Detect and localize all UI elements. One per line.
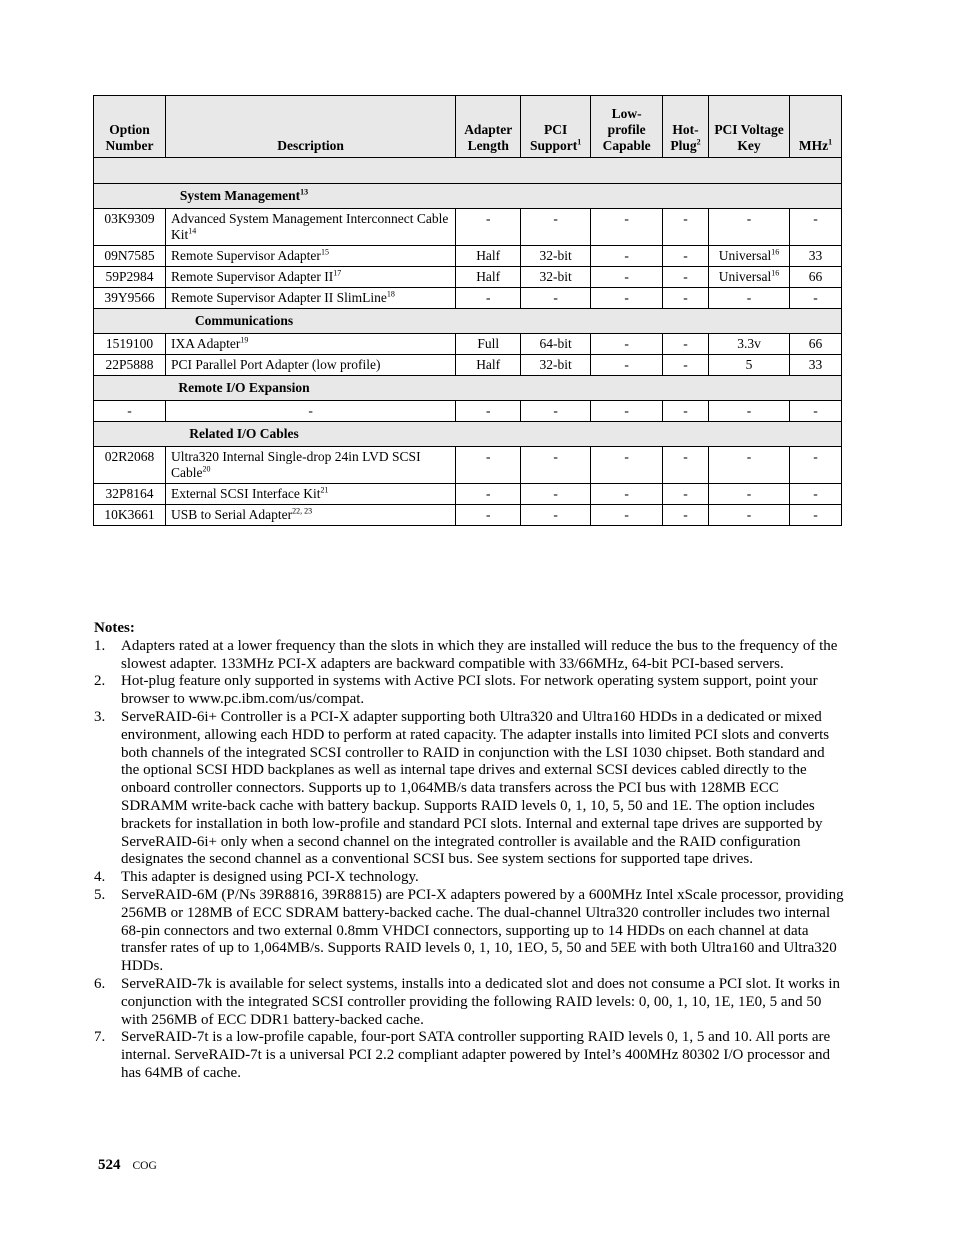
cell-description [165,334,455,355]
description-footnote: 14 [188,226,197,236]
table-row [94,447,842,484]
cell-hotplug: - [663,288,709,309]
cell-length: - [456,484,521,505]
cell-pci: - [521,209,591,246]
cell-lowprofile: - [591,288,663,309]
section-title-label [99,380,389,396]
cell-mhz: 33 [789,355,841,376]
description-text: Ultra320 Internal Single-drop 24in LVD SCSI Cable [170,449,421,480]
note-text: ServeRAID-7t is a low-profile capable, four-port SATA controller supporting RAID levels 0, 1, 5 and 10. All ports are internal. ServeRAID-7t is a universal PCI 2.2 compliant adapter powered by Intel’s 400MHz 80302 I/O processor and has 64MB of cache. [121,1029,831,1081]
voltage-text: - [746,449,752,464]
note-text: ServeRAID-6i+ Controller is a PCI-X adapter supporting both Ultra320 and Ultra160 HDDs in a dedicated or mixed environment, allowing each HDD to perform at rated capacity. The adapter installs into limited PCI slots and converts both channels of the integrated SCSI controller to RAID in conjunction with the LSI 1030 chipset. Both standard and the optional SCSI HDD backplanes as well as internal tape drives and external SCSI devices cabled directly to the onboard controller connectors. Supports up to 1,064MB/s data transfers across the PCI bus with 128MB ECC SDRAMM write-back cache with battery backup. Supports RAID levels 0, 1, 10, 5, 50 and 1E. The option includes brackets for installation in both low-profile and standard PCI slots. Internal and external tape drives are supported by ServeRAID-6i+ only when a second channel on the integrated controller is available and the RAID configuration designates the second channel as a conventional SCSI bus. See system sections for supported tape drives. [121,708,830,868]
notes-list [94,638,846,1083]
description-text: External SCSI Interface Kit [170,486,321,501]
table-row [94,246,842,267]
cell-mhz: - [789,288,841,309]
note-number: 3. [94,708,106,725]
voltage-text: - [746,211,752,226]
cell-mhz: - [789,401,841,422]
description-footnote: 18 [386,289,395,299]
table-row [94,209,842,246]
cell-hotplug: - [663,355,709,376]
note-item [94,673,846,709]
section-title-label [99,426,389,442]
page-footer [98,1157,157,1174]
cell-length: Full [456,334,521,355]
description-footnote: 19 [240,335,249,345]
note-number: 4. [94,869,106,886]
note-item [94,976,846,1029]
table-row [94,401,842,422]
cell-length: - [456,401,521,422]
cell-hotplug: - [663,209,709,246]
section-title-label [99,188,389,204]
cell-lowprofile: - [591,401,663,422]
cell-voltage [709,267,790,288]
description-footnote: 15 [320,247,329,257]
cell-lowprofile: - [591,334,663,355]
cell-option: 39Y9566 [94,288,166,309]
cell-option: 32P8164 [94,484,166,505]
note-text: ServeRAID-7k is available for select systems, installs into a dedicated slot and does not consume a PCI slot. It works in conjunction with the integrated SCSI controller providing the following RAID levels: 0, 00, 1, 10, 1E, 1E0, 5 and 50 with 256MB of ECC DDR1 battery-backed cache. [121,975,841,1028]
cell-hotplug: - [663,447,709,484]
cell-hotplug: - [663,267,709,288]
cell-pci: 64-bit [521,334,591,355]
cell-voltage [709,401,790,422]
note-number: 7. [94,1029,106,1046]
cell-voltage [709,334,790,355]
description-text: IXA Adapter [170,336,241,351]
col-header-voltage: PCI Voltage Key [709,96,790,158]
note-text: Hot-plug feature only supported in systems with Active PCI slots. For network operating system support, point your browser to www.pc.ibm.com/us/compat. [121,673,818,708]
note-item [94,869,846,887]
cell-pci: - [521,288,591,309]
note-item [94,887,846,976]
table-row [94,288,842,309]
cell-option: - [94,401,166,422]
description-footnote: 22, 23 [292,506,313,516]
table-body [94,158,842,526]
cell-mhz: - [789,209,841,246]
cell-option: 02R2068 [94,447,166,484]
cell-voltage [709,355,790,376]
voltage-text: - [746,290,752,305]
cell-description [165,447,455,484]
note-text: This adapter is designed using PCI-X technology. [121,869,419,886]
cell-lowprofile: - [591,209,663,246]
note-number: 1. [94,637,106,654]
footer-label: COG [132,1160,157,1172]
cell-pci: 32-bit [521,246,591,267]
blank-row [94,158,842,184]
description-text: USB to Serial Adapter [170,507,293,522]
cell-mhz: 66 [789,267,841,288]
cell-pci: - [521,447,591,484]
cell-hotplug: - [663,334,709,355]
cell-description [165,484,455,505]
table-row [94,505,842,526]
section-header-row [94,184,842,209]
cell-length: - [456,288,521,309]
description-text: Remote Supervisor Adapter [170,248,321,263]
cell-length: Half [456,355,521,376]
table-row [94,355,842,376]
voltage-text: - [746,403,752,418]
cell-lowprofile: - [591,355,663,376]
cell-voltage [709,484,790,505]
voltage-text: Universal [718,269,772,284]
description-text: Advanced System Management Interconnect Cable Kit [170,211,449,242]
cell-option: 03K9309 [94,209,166,246]
cell-pci: - [521,484,591,505]
section-title [94,376,842,401]
note-number: 5. [94,886,106,903]
cell-voltage [709,209,790,246]
voltage-text: 5 [745,357,753,372]
cell-lowprofile: - [591,447,663,484]
cell-lowprofile: - [591,267,663,288]
note-item [94,1029,846,1082]
cell-description [165,355,455,376]
section-title-footnote: 13 [300,187,309,197]
cell-mhz: - [789,505,841,526]
table-row [94,267,842,288]
voltage-text: - [746,486,752,501]
cell-hotplug: - [663,505,709,526]
cell-description [165,246,455,267]
col-header-length: Adapter Length [456,96,521,158]
section-title-text: Related I/O Cables [189,426,299,441]
col-header-pci: PCI Support$^1$ [521,96,591,158]
col-header-lowprofile: Low-profile Capable [591,96,663,158]
cell-voltage [709,447,790,484]
col-header-mhz: MHz$^1$ [789,96,841,158]
description-footnote: 21 [320,485,329,495]
description-text: - [308,403,313,418]
cell-length: Half [456,246,521,267]
cell-option: 10K3661 [94,505,166,526]
cell-description [165,209,455,246]
cell-lowprofile: - [591,484,663,505]
cell-description [165,401,455,422]
section-header-row [94,309,842,334]
note-number: 6. [94,975,106,992]
cell-hotplug: - [663,484,709,505]
voltage-footnote: 16 [771,268,780,278]
note-number: 2. [94,673,106,690]
description-text: PCI Parallel Port Adapter (low profile) [170,357,381,372]
cell-mhz: - [789,447,841,484]
voltage-text: 3.3v [737,336,761,351]
cell-option: 09N7585 [94,246,166,267]
cell-option: 1519100 [94,334,166,355]
cell-description [165,505,455,526]
section-title-text: Communications [194,313,294,328]
note-item [94,709,846,869]
section-header-row [94,422,842,447]
cell-option: 59P2984 [94,267,166,288]
table-row [94,334,842,355]
description-footnote: 20 [202,464,211,474]
description-footnote: 17 [333,268,342,278]
cell-pci: 32-bit [521,355,591,376]
voltage-footnote: 16 [771,247,780,257]
section-title-text: System Management [179,188,301,203]
cell-mhz: 66 [789,334,841,355]
cell-pci: 32-bit [521,267,591,288]
cell-length: - [456,505,521,526]
section-title [94,184,842,209]
section-title-text: Remote I/O Expansion [178,380,310,395]
cell-description [165,267,455,288]
cell-length: Half [456,267,521,288]
section-header-row [94,376,842,401]
cell-hotplug: - [663,246,709,267]
option-table [93,95,842,526]
col-header-option: Option Number [94,96,166,158]
section-title [94,309,842,334]
cell-description [165,288,455,309]
description-text: Remote Supervisor Adapter II SlimLine [170,290,387,305]
cell-lowprofile: - [591,505,663,526]
cell-mhz: 33 [789,246,841,267]
note-text: Adapters rated at a lower frequency than the slots in which they are installed will reduce the bus to the frequency of the slowest adapter. 133MHz PCI-X adapters are backward compatible with 33/66MHz, 64-bit PCI-based servers. [121,637,838,672]
cell-mhz: - [789,484,841,505]
cell-voltage [709,288,790,309]
cell-voltage [709,505,790,526]
col-header-hotplug: Hot-Plug$^2$ [663,96,709,158]
cell-hotplug: - [663,401,709,422]
cell-pci: - [521,401,591,422]
voltage-text: - [746,507,752,522]
section-title [94,422,842,447]
note-text: ServeRAID-6M (P/Ns 39R8816, 39R8815) are PCI-X adapters powered by a 600MHz Intel xScale processor, providing 256MB or 128MB of ECC SDRAM battery-backed cache. The dual-channel Ultra320 controller includes two internal 68-pin connectors and two external 0.8mm VHDCI connectors, supporting up to 14 HDDs on each channel at data transfer rates of up to 1,064MB/s. Supports RAID levels 0, 1, 10, 1EO, 5, 50 and 5EE with both Ultra160 and Ultra320 HDDs. [121,886,844,975]
cell-length: - [456,209,521,246]
cell-pci: - [521,505,591,526]
table-row [94,484,842,505]
notes-heading: Notes: [94,620,135,636]
page-number: 524 [98,1157,121,1173]
note-item [94,638,846,674]
cell-lowprofile: - [591,246,663,267]
col-header-description: Description [165,96,455,158]
section-title-label [99,313,389,329]
cell-option: 22P5888 [94,355,166,376]
voltage-text: Universal [718,248,772,263]
notes-section [94,620,846,1083]
cell-voltage [709,246,790,267]
description-text: Remote Supervisor Adapter II [170,269,334,284]
cell-length: - [456,447,521,484]
